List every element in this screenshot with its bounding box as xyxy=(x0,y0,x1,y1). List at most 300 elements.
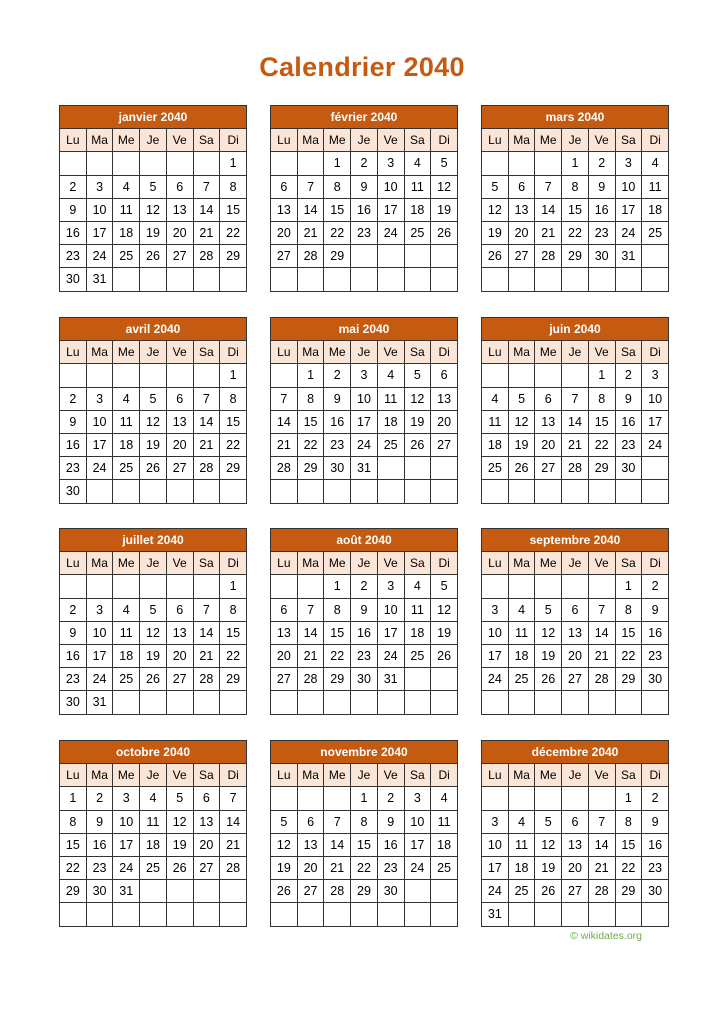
day-cell[interactable]: 29 xyxy=(297,457,324,480)
day-cell[interactable]: 2 xyxy=(377,787,404,810)
day-cell[interactable]: 12 xyxy=(404,387,431,410)
day-cell[interactable]: 16 xyxy=(377,833,404,856)
day-cell[interactable]: 15 xyxy=(562,198,589,221)
day-cell[interactable]: 27 xyxy=(297,880,324,903)
day-cell[interactable]: 26 xyxy=(508,457,535,480)
day-cell[interactable]: 5 xyxy=(166,787,193,810)
day-cell[interactable]: 7 xyxy=(588,598,615,621)
day-cell[interactable]: 6 xyxy=(166,387,193,410)
day-cell[interactable]: 11 xyxy=(508,621,535,644)
day-cell[interactable]: 14 xyxy=(220,810,247,833)
day-cell[interactable]: 23 xyxy=(377,856,404,879)
day-cell[interactable]: 31 xyxy=(615,245,642,268)
day-cell[interactable]: 18 xyxy=(508,644,535,667)
day-cell[interactable]: 21 xyxy=(588,644,615,667)
day-cell[interactable]: 27 xyxy=(271,668,298,691)
day-cell[interactable]: 6 xyxy=(562,810,589,833)
day-cell[interactable]: 14 xyxy=(324,833,351,856)
day-cell[interactable]: 26 xyxy=(482,245,509,268)
day-cell[interactable]: 2 xyxy=(60,598,87,621)
day-cell[interactable]: 1 xyxy=(324,575,351,598)
day-cell[interactable]: 19 xyxy=(140,644,167,667)
day-cell[interactable]: 14 xyxy=(588,833,615,856)
day-cell[interactable]: 20 xyxy=(166,644,193,667)
day-cell[interactable]: 20 xyxy=(271,221,298,244)
day-cell[interactable]: 11 xyxy=(642,175,669,198)
day-cell[interactable]: 29 xyxy=(60,880,87,903)
day-cell[interactable]: 30 xyxy=(60,691,87,714)
day-cell[interactable]: 29 xyxy=(615,668,642,691)
day-cell[interactable]: 14 xyxy=(193,621,220,644)
day-cell[interactable]: 7 xyxy=(220,787,247,810)
day-cell[interactable]: 2 xyxy=(60,387,87,410)
day-cell[interactable]: 13 xyxy=(271,621,298,644)
day-cell[interactable]: 3 xyxy=(642,364,669,387)
day-cell[interactable]: 22 xyxy=(220,433,247,456)
day-cell[interactable]: 21 xyxy=(562,433,589,456)
day-cell[interactable]: 22 xyxy=(324,644,351,667)
day-cell[interactable]: 21 xyxy=(193,644,220,667)
day-cell[interactable]: 25 xyxy=(508,668,535,691)
day-cell[interactable]: 10 xyxy=(377,175,404,198)
day-cell[interactable]: 16 xyxy=(60,644,87,667)
day-cell[interactable]: 8 xyxy=(562,175,589,198)
day-cell[interactable]: 18 xyxy=(113,221,140,244)
day-cell[interactable]: 26 xyxy=(431,644,458,667)
day-cell[interactable]: 19 xyxy=(508,433,535,456)
day-cell[interactable]: 7 xyxy=(193,387,220,410)
day-cell[interactable]: 2 xyxy=(324,364,351,387)
day-cell[interactable]: 9 xyxy=(377,810,404,833)
day-cell[interactable]: 27 xyxy=(431,433,458,456)
day-cell[interactable]: 11 xyxy=(140,810,167,833)
day-cell[interactable]: 17 xyxy=(482,856,509,879)
day-cell[interactable]: 17 xyxy=(377,198,404,221)
day-cell[interactable]: 17 xyxy=(113,833,140,856)
day-cell[interactable]: 16 xyxy=(351,198,378,221)
day-cell[interactable]: 13 xyxy=(166,410,193,433)
day-cell[interactable]: 12 xyxy=(535,621,562,644)
day-cell[interactable]: 27 xyxy=(166,457,193,480)
day-cell[interactable]: 13 xyxy=(508,198,535,221)
day-cell[interactable]: 20 xyxy=(271,644,298,667)
day-cell[interactable]: 31 xyxy=(113,880,140,903)
day-cell[interactable]: 8 xyxy=(220,387,247,410)
day-cell[interactable]: 30 xyxy=(615,457,642,480)
day-cell[interactable]: 10 xyxy=(615,175,642,198)
day-cell[interactable]: 30 xyxy=(86,880,113,903)
day-cell[interactable]: 21 xyxy=(324,856,351,879)
day-cell[interactable]: 10 xyxy=(86,621,113,644)
day-cell[interactable]: 26 xyxy=(140,457,167,480)
day-cell[interactable]: 5 xyxy=(140,387,167,410)
day-cell[interactable]: 28 xyxy=(562,457,589,480)
day-cell[interactable]: 22 xyxy=(615,856,642,879)
day-cell[interactable]: 12 xyxy=(140,198,167,221)
day-cell[interactable]: 11 xyxy=(431,810,458,833)
day-cell[interactable]: 16 xyxy=(60,433,87,456)
day-cell[interactable]: 28 xyxy=(297,245,324,268)
day-cell[interactable]: 23 xyxy=(324,433,351,456)
day-cell[interactable]: 8 xyxy=(324,175,351,198)
day-cell[interactable]: 23 xyxy=(615,433,642,456)
day-cell[interactable]: 4 xyxy=(140,787,167,810)
day-cell[interactable]: 17 xyxy=(86,644,113,667)
day-cell[interactable]: 25 xyxy=(482,457,509,480)
day-cell[interactable]: 23 xyxy=(642,644,669,667)
day-cell[interactable]: 14 xyxy=(297,198,324,221)
day-cell[interactable]: 3 xyxy=(615,152,642,175)
day-cell[interactable]: 19 xyxy=(404,410,431,433)
day-cell[interactable]: 3 xyxy=(86,387,113,410)
day-cell[interactable]: 24 xyxy=(377,644,404,667)
day-cell[interactable]: 24 xyxy=(482,880,509,903)
day-cell[interactable]: 19 xyxy=(166,833,193,856)
day-cell[interactable]: 19 xyxy=(535,644,562,667)
day-cell[interactable]: 9 xyxy=(60,621,87,644)
day-cell[interactable]: 12 xyxy=(166,810,193,833)
day-cell[interactable]: 30 xyxy=(60,480,87,503)
day-cell[interactable]: 23 xyxy=(60,457,87,480)
day-cell[interactable]: 12 xyxy=(431,175,458,198)
day-cell[interactable]: 1 xyxy=(351,787,378,810)
day-cell[interactable]: 7 xyxy=(271,387,298,410)
day-cell[interactable]: 27 xyxy=(562,668,589,691)
day-cell[interactable]: 29 xyxy=(324,668,351,691)
day-cell[interactable]: 4 xyxy=(377,364,404,387)
day-cell[interactable]: 22 xyxy=(60,856,87,879)
day-cell[interactable]: 28 xyxy=(535,245,562,268)
day-cell[interactable]: 2 xyxy=(588,152,615,175)
day-cell[interactable]: 8 xyxy=(297,387,324,410)
day-cell[interactable]: 19 xyxy=(431,198,458,221)
day-cell[interactable]: 29 xyxy=(220,457,247,480)
day-cell[interactable]: 12 xyxy=(431,598,458,621)
day-cell[interactable]: 17 xyxy=(351,410,378,433)
day-cell[interactable]: 1 xyxy=(60,787,87,810)
day-cell[interactable]: 29 xyxy=(324,245,351,268)
day-cell[interactable]: 21 xyxy=(193,221,220,244)
day-cell[interactable]: 27 xyxy=(193,856,220,879)
day-cell[interactable]: 15 xyxy=(615,621,642,644)
day-cell[interactable]: 10 xyxy=(377,598,404,621)
day-cell[interactable]: 16 xyxy=(642,621,669,644)
day-cell[interactable]: 23 xyxy=(86,856,113,879)
day-cell[interactable]: 1 xyxy=(324,152,351,175)
day-cell[interactable]: 28 xyxy=(193,245,220,268)
day-cell[interactable]: 18 xyxy=(113,644,140,667)
day-cell[interactable]: 5 xyxy=(271,810,298,833)
day-cell[interactable]: 5 xyxy=(508,387,535,410)
day-cell[interactable]: 13 xyxy=(193,810,220,833)
day-cell[interactable]: 21 xyxy=(535,221,562,244)
day-cell[interactable]: 6 xyxy=(271,175,298,198)
day-cell[interactable]: 7 xyxy=(297,175,324,198)
day-cell[interactable]: 3 xyxy=(482,810,509,833)
day-cell[interactable]: 1 xyxy=(562,152,589,175)
day-cell[interactable]: 5 xyxy=(140,598,167,621)
day-cell[interactable]: 29 xyxy=(220,245,247,268)
day-cell[interactable]: 31 xyxy=(377,668,404,691)
day-cell[interactable]: 18 xyxy=(404,621,431,644)
day-cell[interactable]: 4 xyxy=(404,575,431,598)
day-cell[interactable]: 20 xyxy=(535,433,562,456)
day-cell[interactable]: 8 xyxy=(588,387,615,410)
day-cell[interactable]: 6 xyxy=(271,598,298,621)
day-cell[interactable]: 3 xyxy=(377,575,404,598)
day-cell[interactable]: 12 xyxy=(508,410,535,433)
day-cell[interactable]: 20 xyxy=(166,221,193,244)
day-cell[interactable]: 21 xyxy=(193,433,220,456)
day-cell[interactable]: 31 xyxy=(482,903,509,926)
day-cell[interactable]: 15 xyxy=(615,833,642,856)
day-cell[interactable]: 23 xyxy=(642,856,669,879)
day-cell[interactable]: 18 xyxy=(377,410,404,433)
day-cell[interactable]: 14 xyxy=(193,198,220,221)
day-cell[interactable]: 24 xyxy=(404,856,431,879)
day-cell[interactable]: 15 xyxy=(220,198,247,221)
day-cell[interactable]: 9 xyxy=(60,410,87,433)
day-cell[interactable]: 9 xyxy=(642,598,669,621)
day-cell[interactable]: 20 xyxy=(562,644,589,667)
day-cell[interactable]: 24 xyxy=(615,221,642,244)
day-cell[interactable]: 10 xyxy=(642,387,669,410)
day-cell[interactable]: 6 xyxy=(562,598,589,621)
day-cell[interactable]: 1 xyxy=(297,364,324,387)
day-cell[interactable]: 27 xyxy=(271,245,298,268)
day-cell[interactable]: 16 xyxy=(642,833,669,856)
day-cell[interactable]: 25 xyxy=(404,221,431,244)
day-cell[interactable]: 6 xyxy=(166,175,193,198)
day-cell[interactable]: 5 xyxy=(404,364,431,387)
day-cell[interactable]: 9 xyxy=(588,175,615,198)
day-cell[interactable]: 16 xyxy=(351,621,378,644)
day-cell[interactable]: 4 xyxy=(482,387,509,410)
day-cell[interactable]: 25 xyxy=(642,221,669,244)
day-cell[interactable]: 4 xyxy=(508,598,535,621)
day-cell[interactable]: 15 xyxy=(324,198,351,221)
day-cell[interactable]: 5 xyxy=(535,598,562,621)
day-cell[interactable]: 19 xyxy=(140,433,167,456)
day-cell[interactable]: 19 xyxy=(535,856,562,879)
day-cell[interactable]: 24 xyxy=(86,457,113,480)
day-cell[interactable]: 28 xyxy=(193,668,220,691)
day-cell[interactable]: 15 xyxy=(297,410,324,433)
day-cell[interactable]: 2 xyxy=(351,152,378,175)
day-cell[interactable]: 26 xyxy=(140,668,167,691)
day-cell[interactable]: 10 xyxy=(404,810,431,833)
day-cell[interactable]: 1 xyxy=(220,152,247,175)
day-cell[interactable]: 21 xyxy=(220,833,247,856)
day-cell[interactable]: 8 xyxy=(60,810,87,833)
day-cell[interactable]: 16 xyxy=(615,410,642,433)
day-cell[interactable]: 28 xyxy=(271,457,298,480)
day-cell[interactable]: 5 xyxy=(431,152,458,175)
day-cell[interactable]: 23 xyxy=(60,245,87,268)
day-cell[interactable]: 7 xyxy=(562,387,589,410)
day-cell[interactable]: 25 xyxy=(508,880,535,903)
day-cell[interactable]: 8 xyxy=(615,810,642,833)
day-cell[interactable]: 11 xyxy=(113,621,140,644)
day-cell[interactable]: 14 xyxy=(297,621,324,644)
day-cell[interactable]: 13 xyxy=(535,410,562,433)
day-cell[interactable]: 15 xyxy=(588,410,615,433)
day-cell[interactable]: 3 xyxy=(404,787,431,810)
day-cell[interactable]: 30 xyxy=(351,668,378,691)
day-cell[interactable]: 10 xyxy=(86,198,113,221)
day-cell[interactable]: 25 xyxy=(140,856,167,879)
day-cell[interactable]: 19 xyxy=(140,221,167,244)
day-cell[interactable]: 31 xyxy=(351,457,378,480)
day-cell[interactable]: 2 xyxy=(351,575,378,598)
day-cell[interactable]: 4 xyxy=(431,787,458,810)
day-cell[interactable]: 24 xyxy=(86,245,113,268)
day-cell[interactable]: 11 xyxy=(377,387,404,410)
day-cell[interactable]: 13 xyxy=(562,833,589,856)
day-cell[interactable]: 24 xyxy=(86,668,113,691)
day-cell[interactable]: 18 xyxy=(404,198,431,221)
day-cell[interactable]: 3 xyxy=(86,175,113,198)
day-cell[interactable]: 30 xyxy=(377,880,404,903)
day-cell[interactable]: 23 xyxy=(351,221,378,244)
day-cell[interactable]: 6 xyxy=(297,810,324,833)
day-cell[interactable]: 28 xyxy=(220,856,247,879)
day-cell[interactable]: 15 xyxy=(60,833,87,856)
day-cell[interactable]: 3 xyxy=(482,598,509,621)
day-cell[interactable]: 15 xyxy=(351,833,378,856)
day-cell[interactable]: 20 xyxy=(166,433,193,456)
day-cell[interactable]: 20 xyxy=(562,856,589,879)
day-cell[interactable]: 9 xyxy=(642,810,669,833)
day-cell[interactable]: 27 xyxy=(166,668,193,691)
day-cell[interactable]: 23 xyxy=(588,221,615,244)
day-cell[interactable]: 20 xyxy=(193,833,220,856)
day-cell[interactable]: 3 xyxy=(86,598,113,621)
day-cell[interactable]: 4 xyxy=(113,387,140,410)
day-cell[interactable]: 27 xyxy=(535,457,562,480)
day-cell[interactable]: 23 xyxy=(60,668,87,691)
day-cell[interactable]: 25 xyxy=(113,668,140,691)
day-cell[interactable]: 26 xyxy=(166,856,193,879)
day-cell[interactable]: 13 xyxy=(297,833,324,856)
day-cell[interactable]: 13 xyxy=(166,621,193,644)
day-cell[interactable]: 9 xyxy=(615,387,642,410)
day-cell[interactable]: 7 xyxy=(297,598,324,621)
day-cell[interactable]: 8 xyxy=(615,598,642,621)
day-cell[interactable]: 14 xyxy=(535,198,562,221)
day-cell[interactable]: 29 xyxy=(588,457,615,480)
day-cell[interactable]: 2 xyxy=(615,364,642,387)
day-cell[interactable]: 22 xyxy=(220,221,247,244)
day-cell[interactable]: 30 xyxy=(60,268,87,291)
day-cell[interactable]: 6 xyxy=(535,387,562,410)
day-cell[interactable]: 9 xyxy=(351,598,378,621)
day-cell[interactable]: 7 xyxy=(193,175,220,198)
day-cell[interactable]: 1 xyxy=(220,364,247,387)
day-cell[interactable]: 8 xyxy=(220,175,247,198)
day-cell[interactable]: 29 xyxy=(220,668,247,691)
day-cell[interactable]: 17 xyxy=(86,433,113,456)
day-cell[interactable]: 15 xyxy=(324,621,351,644)
day-cell[interactable]: 18 xyxy=(140,833,167,856)
day-cell[interactable]: 5 xyxy=(535,810,562,833)
day-cell[interactable]: 16 xyxy=(588,198,615,221)
day-cell[interactable]: 7 xyxy=(588,810,615,833)
day-cell[interactable]: 7 xyxy=(193,598,220,621)
day-cell[interactable]: 17 xyxy=(86,221,113,244)
day-cell[interactable]: 22 xyxy=(562,221,589,244)
day-cell[interactable]: 3 xyxy=(351,364,378,387)
day-cell[interactable]: 6 xyxy=(508,175,535,198)
day-cell[interactable]: 10 xyxy=(482,621,509,644)
day-cell[interactable]: 24 xyxy=(351,433,378,456)
day-cell[interactable]: 28 xyxy=(193,457,220,480)
day-cell[interactable]: 28 xyxy=(588,668,615,691)
day-cell[interactable]: 28 xyxy=(588,880,615,903)
day-cell[interactable]: 14 xyxy=(193,410,220,433)
day-cell[interactable]: 4 xyxy=(404,152,431,175)
day-cell[interactable]: 13 xyxy=(431,387,458,410)
day-cell[interactable]: 22 xyxy=(588,433,615,456)
day-cell[interactable]: 27 xyxy=(166,245,193,268)
day-cell[interactable]: 11 xyxy=(404,598,431,621)
day-cell[interactable]: 27 xyxy=(508,245,535,268)
day-cell[interactable]: 31 xyxy=(86,268,113,291)
day-cell[interactable]: 29 xyxy=(615,880,642,903)
day-cell[interactable]: 17 xyxy=(642,410,669,433)
day-cell[interactable]: 28 xyxy=(297,668,324,691)
day-cell[interactable]: 3 xyxy=(113,787,140,810)
day-cell[interactable]: 26 xyxy=(431,221,458,244)
day-cell[interactable]: 5 xyxy=(431,575,458,598)
day-cell[interactable]: 6 xyxy=(166,598,193,621)
day-cell[interactable]: 16 xyxy=(86,833,113,856)
day-cell[interactable]: 25 xyxy=(431,856,458,879)
day-cell[interactable]: 8 xyxy=(324,598,351,621)
day-cell[interactable]: 2 xyxy=(86,787,113,810)
day-cell[interactable]: 8 xyxy=(220,598,247,621)
day-cell[interactable]: 26 xyxy=(535,880,562,903)
day-cell[interactable]: 24 xyxy=(377,221,404,244)
day-cell[interactable]: 4 xyxy=(642,152,669,175)
day-cell[interactable]: 22 xyxy=(324,221,351,244)
day-cell[interactable]: 9 xyxy=(351,175,378,198)
day-cell[interactable]: 25 xyxy=(113,245,140,268)
day-cell[interactable]: 5 xyxy=(482,175,509,198)
day-cell[interactable]: 25 xyxy=(404,644,431,667)
day-cell[interactable]: 13 xyxy=(166,198,193,221)
day-cell[interactable]: 29 xyxy=(562,245,589,268)
day-cell[interactable]: 4 xyxy=(508,810,535,833)
day-cell[interactable]: 27 xyxy=(562,880,589,903)
day-cell[interactable]: 1 xyxy=(615,575,642,598)
day-cell[interactable]: 17 xyxy=(377,621,404,644)
day-cell[interactable]: 1 xyxy=(615,787,642,810)
day-cell[interactable]: 24 xyxy=(482,668,509,691)
day-cell[interactable]: 11 xyxy=(404,175,431,198)
day-cell[interactable]: 6 xyxy=(193,787,220,810)
day-cell[interactable]: 6 xyxy=(431,364,458,387)
day-cell[interactable]: 15 xyxy=(220,410,247,433)
day-cell[interactable]: 20 xyxy=(508,221,535,244)
day-cell[interactable]: 12 xyxy=(535,833,562,856)
day-cell[interactable]: 17 xyxy=(482,644,509,667)
day-cell[interactable]: 21 xyxy=(297,221,324,244)
day-cell[interactable]: 12 xyxy=(271,833,298,856)
day-cell[interactable]: 28 xyxy=(324,880,351,903)
day-cell[interactable]: 14 xyxy=(562,410,589,433)
day-cell[interactable]: 3 xyxy=(377,152,404,175)
